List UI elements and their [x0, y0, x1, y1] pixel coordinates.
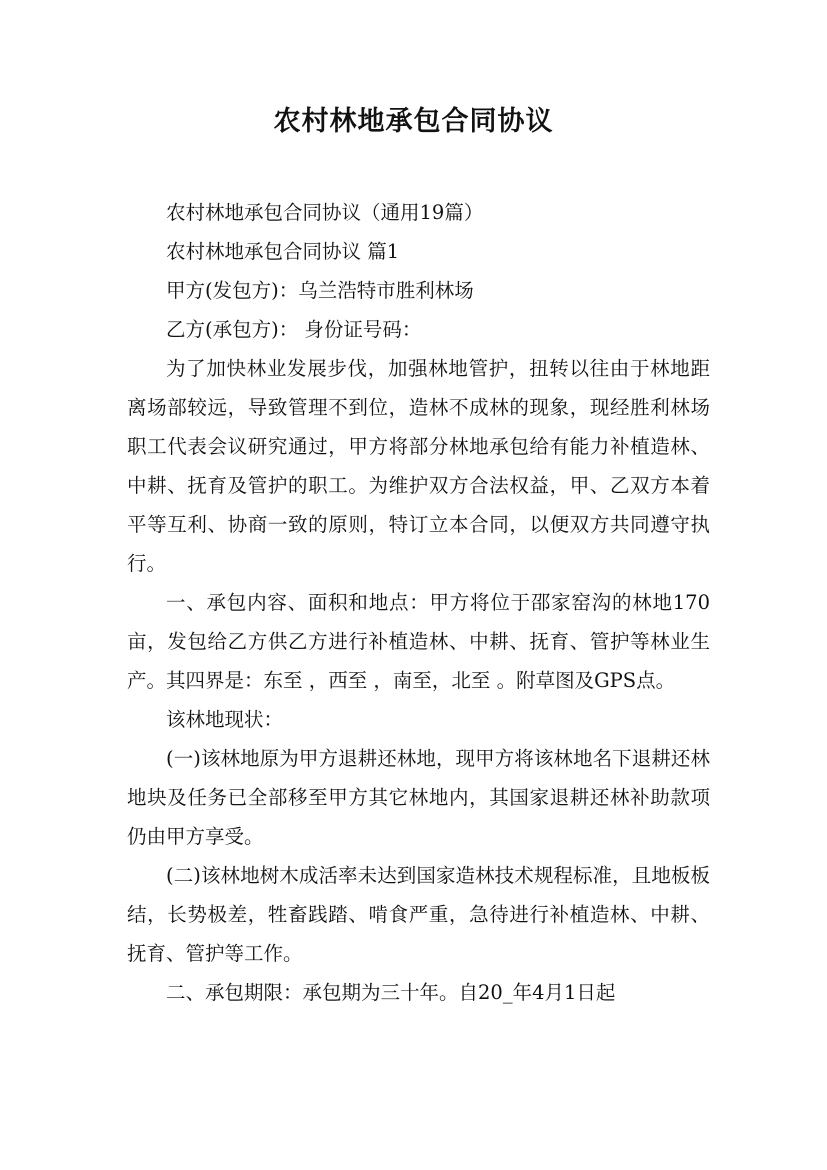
- paragraph-party-b: 乙方(承包方)： 身份证号码：: [166, 318, 422, 341]
- paragraph-section-heading: 农村林地承包合同协议 篇1: [166, 240, 400, 263]
- paragraph-clause-2: 二、承包期限：承包期为三十年。自20_年4月1日起: [166, 981, 616, 1004]
- paragraph-status-heading: 该林地现状：: [166, 708, 284, 731]
- paragraph-preamble: 为了加快林业发展步伐，加强林地管护，扭转以往由于林地距离场部较远，导致管理不到位，造林不成林的现象，现经胜利林场职工代表会议研究通过，甲方将部分林地承包给有能力补植造林、中耕、抚育及管护的职工。为维护双方合法权益，甲、乙双方本着平等互利、协商一致的原则，特订立本合同，以便双方共同遵守执行。: [127, 357, 710, 575]
- document-title: 农村林地承包合同协议: [273, 106, 554, 137]
- paragraph-clause-1: 一、承包内容、面积和地点：甲方将位于邵家窑沟的林地170亩，发包给乙方供乙方进行补植造林、中耕、抚育、管护等林业生产。其四界是：东至 ，西至 ，南至，北至 。附草图及GPS点。: [127, 591, 710, 692]
- document-body: [127, 193, 710, 1012]
- paragraph-status-2: (二)该林地树木成活率未达到国家造林技术规程标准，且地板板结，长势极差，牲畜践踏、啃食严重，急待进行补植造林、中耕、抚育、管护等工作。: [127, 864, 710, 965]
- paragraph-party-a: 甲方(发包方)：乌兰浩特市胜利林场: [166, 279, 474, 302]
- paragraph-status-1: (一)该林地原为甲方退耕还林地，现甲方将该林地名下退耕还林地块及任务已全部移至甲方其它林地内，其国家退耕还林补助款项仍由甲方享受。: [127, 747, 710, 848]
- paragraph-subtitle: 农村林地承包合同协议（通用19篇）: [166, 201, 484, 224]
